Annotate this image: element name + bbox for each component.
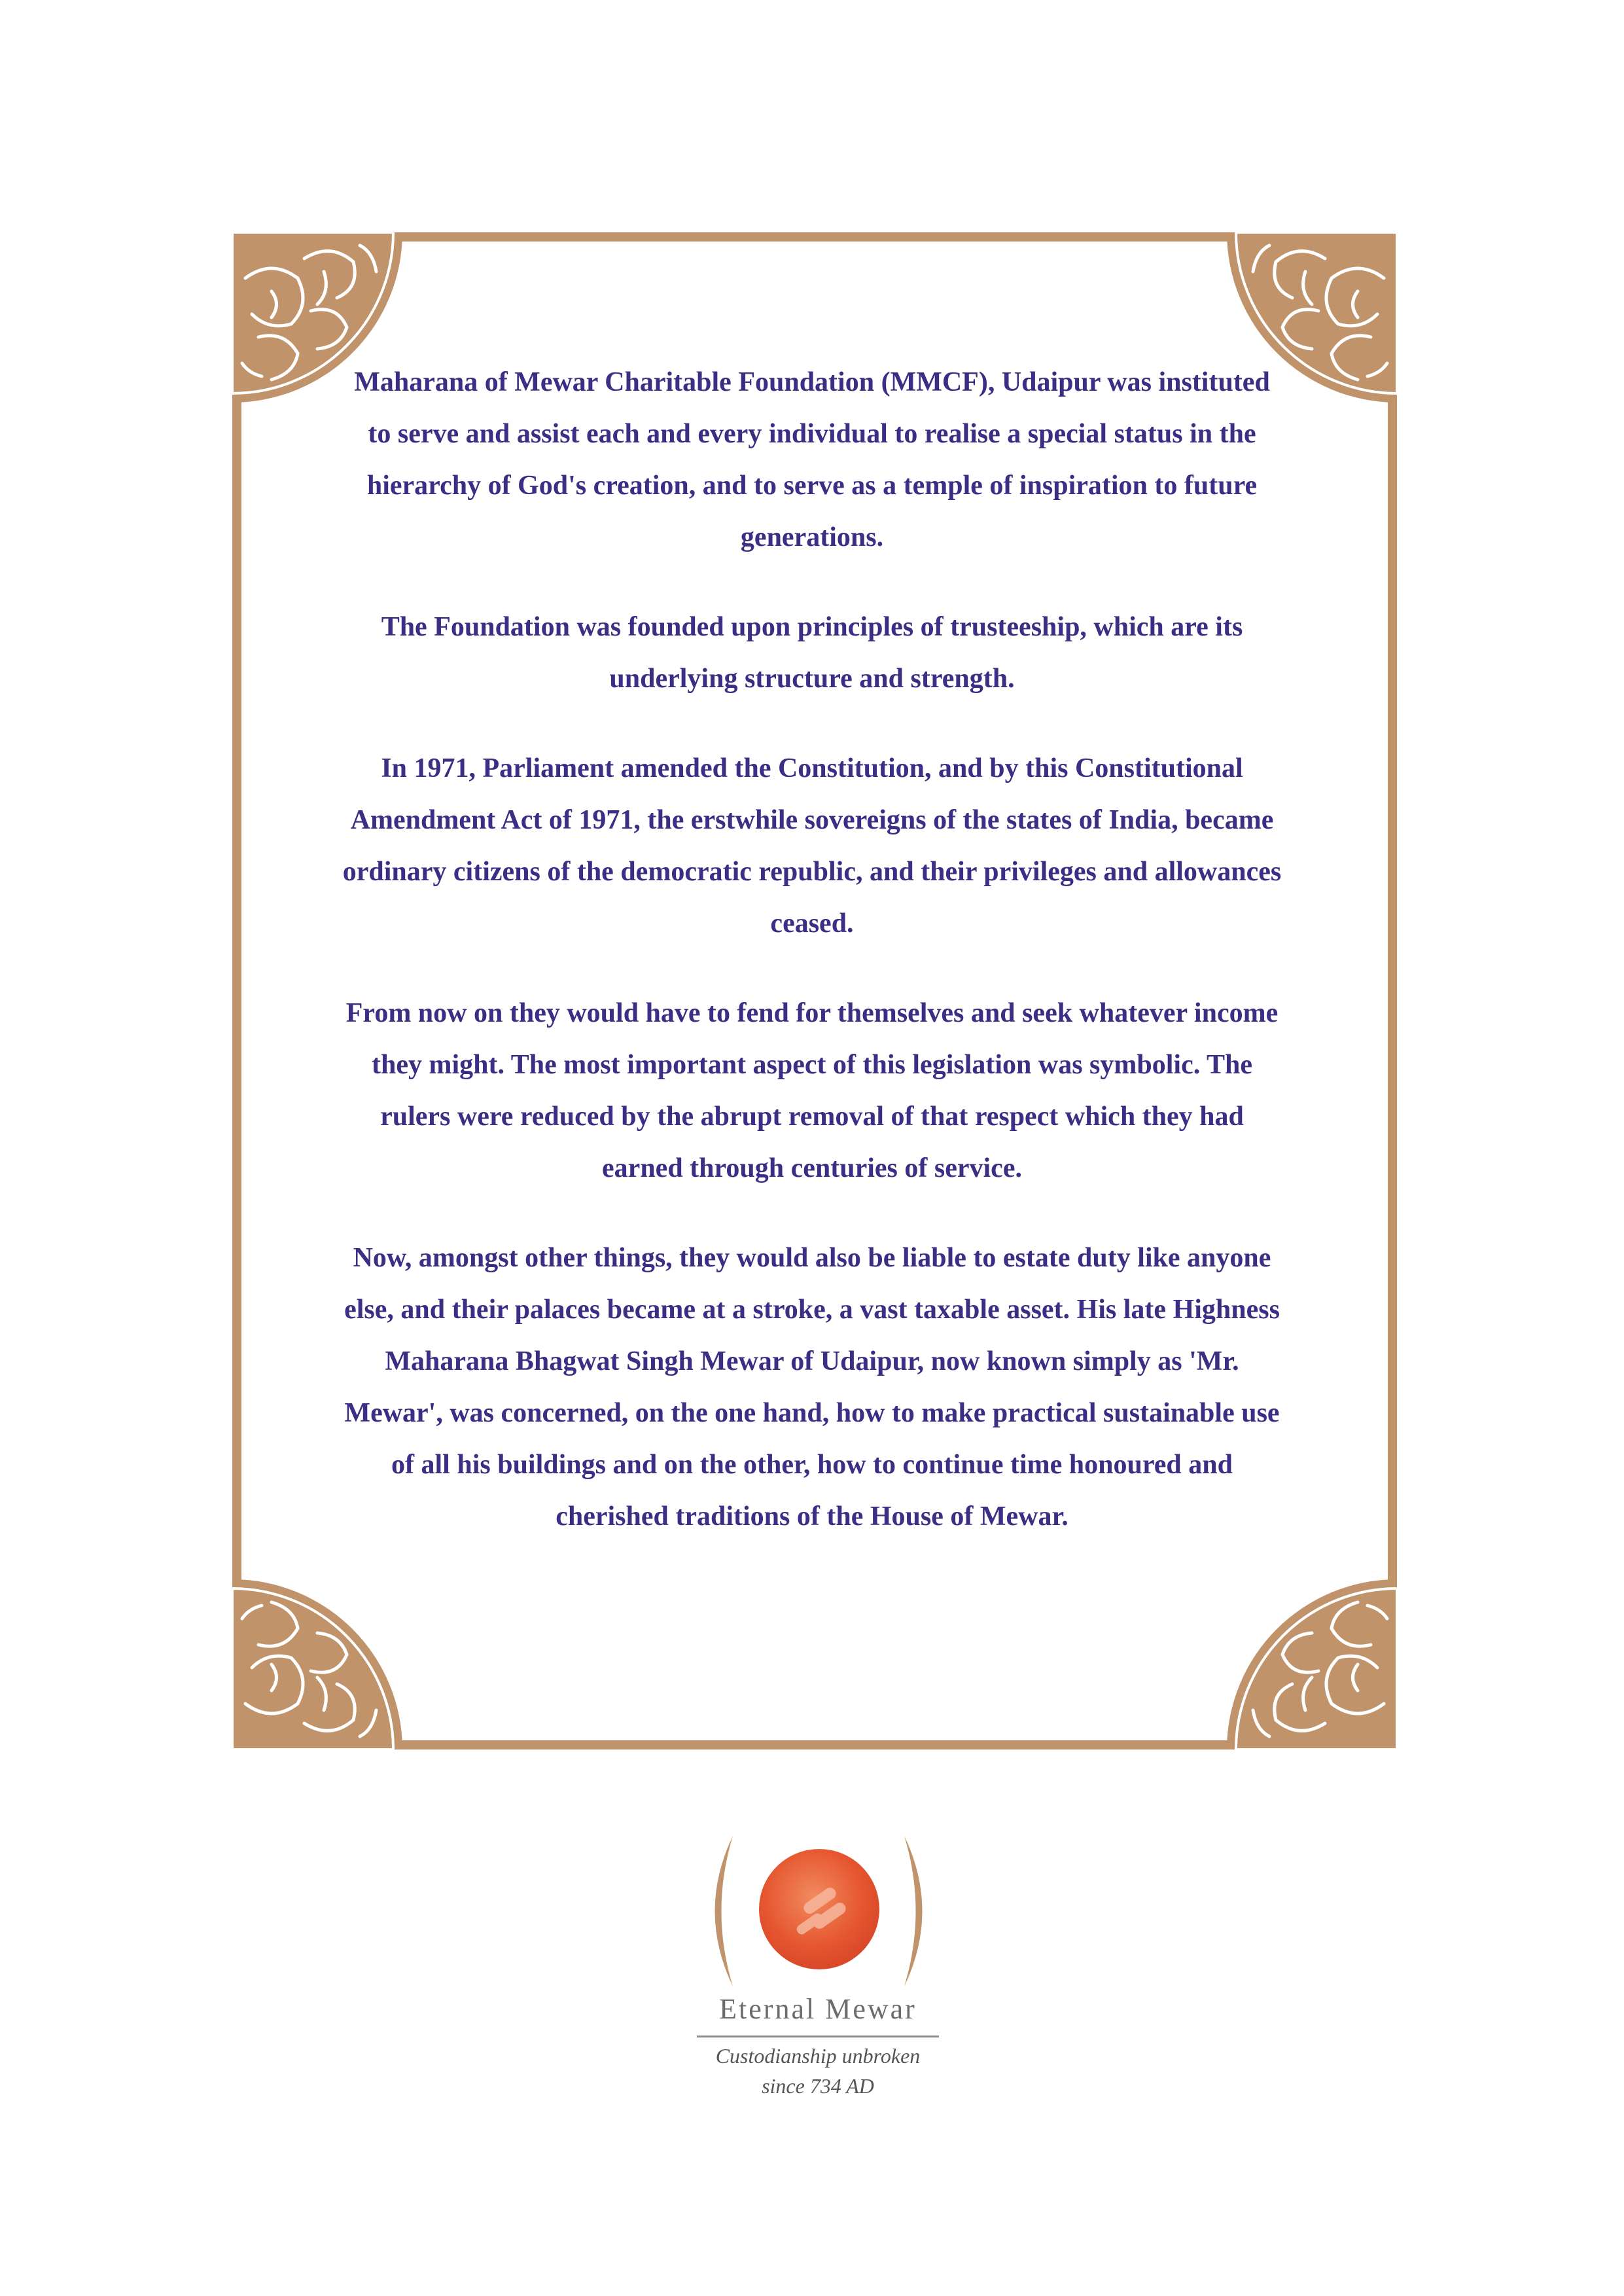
tagline-line-1: Custodianship unbroken — [715, 2044, 921, 2068]
right-parenthesis-icon — [898, 1833, 944, 1990]
paragraph-mmcf-intro: Maharana of Mewar Charitable Foundation (MMCF), Udaipur was instituted to serve and assist each and every individual to realise a special status in the hierarchy of God's creation, and to serve as a temple of inspiration to future generations. — [354, 367, 1270, 552]
tagline-line-2: since 734 AD — [762, 2074, 874, 2098]
sun-disc-icon — [756, 1846, 883, 1973]
lotus-corner-bottom-left-icon — [232, 1579, 402, 1749]
paragraph-constitution-1971: In 1971, Parliament amended the Constitution, and by this Constitutional Amendment Act of 1971, the erstwhile sovereigns of the states of India, became ordinary citizens of the democratic republic, and their privileges and allowances ceased. — [342, 753, 1282, 939]
left-parenthesis-icon — [694, 1833, 739, 1990]
paragraph-trusteeship: The Foundation was founded upon principles of trusteeship, which are its underlying structure and strength. — [381, 612, 1243, 694]
brand-divider — [697, 2036, 939, 2037]
brand-name: Eternal Mewar — [719, 1993, 917, 2025]
lotus-corner-bottom-right-icon — [1227, 1579, 1397, 1749]
foundation-description — [340, 357, 1284, 1581]
paragraph-fend-for-themselves: From now on they would have to fend for themselves and seek whatever income they might. The most important aspect of this legislation was symbolic. The rulers were reduced by the abrupt removal of that respect which they had earned through centuries of service. — [345, 998, 1279, 1183]
corner-ornament-icon — [1227, 1579, 1397, 1749]
corner-ornament-icon — [232, 1579, 402, 1749]
paragraph-estate-duty: Now, amongst other things, they would also be liable to estate duty like anyone else, and their palaces became at a stroke, a vast taxable asset. His late Highness Maharana Bhagwat Singh Mewar of Udaipur, now known simply as 'Mr. Mewar', was concerned, on the one hand, how to make practical sustainable use of all his buildings and on the other, how to continue time honoured and cherished traditions of the House of Mewar. — [344, 1243, 1280, 1532]
brand-tagline — [654, 2041, 981, 2101]
